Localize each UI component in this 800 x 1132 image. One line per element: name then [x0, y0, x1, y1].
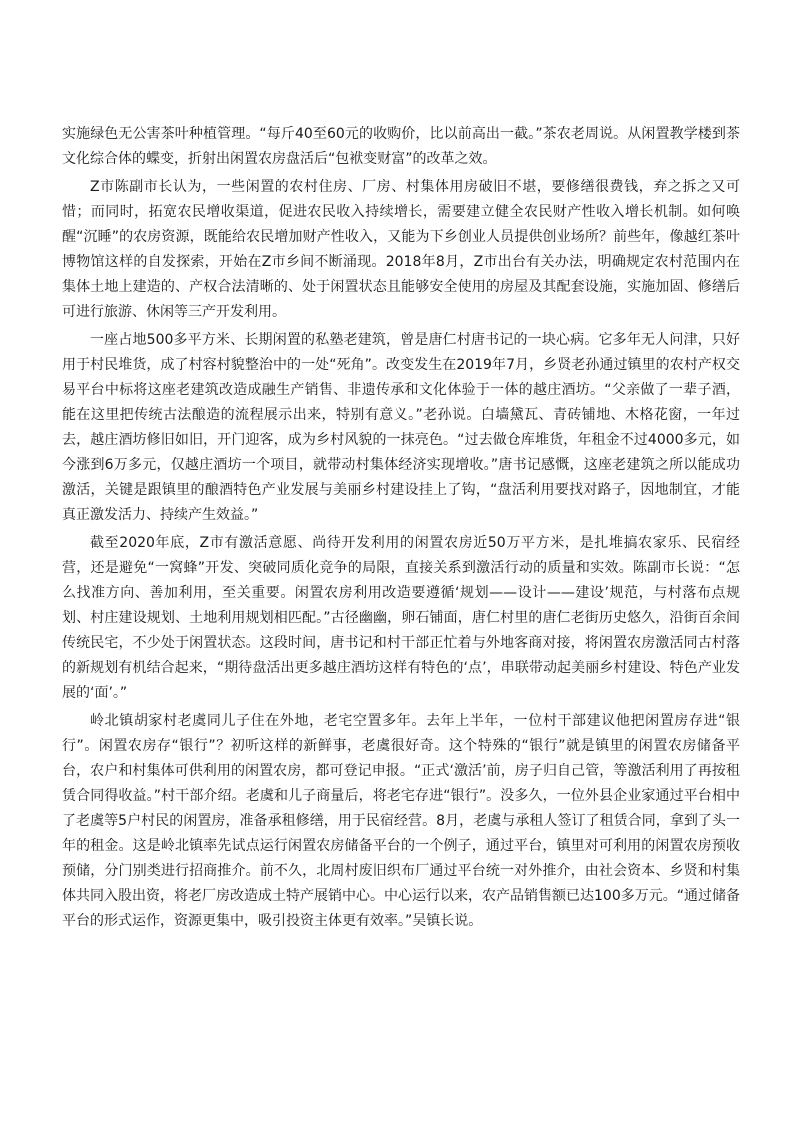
paragraph-3: 一座占地500多平方米、长期闲置的私塾老建筑，曾是唐仁村唐书记的一块心病。它多年无人问津，只好用于村民堆货，成了村容村貌整治中的一处“死角”。改变发生在2019年7月，乡贤老孙通过镇里的农村产权交易平台中标将这座老建筑改造成融生产销售、非遗传承和文化体验于一体的越庄酒坊。“父亲做了一辈子酒，能在这里把传统古法酿造的流程展示出来，特别有意义。”老孙说。白墙黛瓦、青砖铺地、木格花窗，一年过去，越庄酒坊修旧如旧，开门迎客，成为乡村风貌的一抹亮色。“过去做仓库堆货，年租金不过4000多元，如今涨到6万多元，仅越庄酒坊一个项目，就带动村集体经济实现增收。”唐书记感慨，这座老建筑之所以能成功激活，关键是跟镇里的酿酒特色产业发展与美丽乡村建设挂上了钩，“盘活利用要找对路子，因地制宜，才能真正激发活力、持续产生效益。”	[62, 332, 740, 523]
paragraph-2: Z市陈副市长认为，一些闲置的农村住房、厂房、村集体用房破旧不堪，要修缮很费钱，弃之拆之又可惜；而同时，拓宽农民增收渠道，促进农民收入持续增长，需要建立健全农民财产性收入增长机制。如何唤醒“沉睡”的农房资源，既能给农民增加财产性收入，又能为下乡创业人员提供创业场所？前些年，像越红茶叶博物馆这样的自发探索，开始在Z市乡间不断涌现。2018年8月，Z市出台有关办法，明确规定农村范围内在集体土地上建造的、产权合法清晰的、处于闲置状态且能够安全使用的房屋及其配套设施，实施加固、修缮后可进行旅游、休闲等三产开发利用。	[62, 179, 740, 320]
paragraph-5: 岭北镇胡家村老虞同儿子住在外地，老宅空置多年。去年上半年，一位村干部建议他把闲置房存进“银行”。闲置农房存“银行”？初听这样的新鲜事，老虞很好奇。这个特殊的“银行”就是镇里的闲置农房储备平台，农户和村集体可供利用的闲置农房，都可登记申报。“正式‘激活’前，房子归自己管，等激活利用了再按租赁合同得收益。”村干部介绍。老虞和儿子商量后，将老宅存进“银行”。没多久，一位外县企业家通过平台相中了老虞等5户村民的闲置房，准备承租修缮，用于民宿经营。8月，老虞与承租人签订了租赁合同，拿到了头一年的租金。这是岭北镇率先试点运行闲置农房储备平台的一个例子，通过平台，镇里对可利用的闲置农房预收预储，分门别类进行招商推介。前不久，北周村废旧织布厂通过平台统一对外推介，由社会资本、乡贤和村集体共同入股出资，将老厂房改造成土特产展销中心。中心运行以来，农产品销售额已达100多万元。“通过储备平台的形式运作，资源更集中，吸引投资主体更有效率。”吴镇长说。	[62, 713, 740, 929]
paragraph-1: 实施绿色无公害茶叶种植管理。“每斤40至60元的收购价，比以前高出一截。”茶农老周说。从闲置教学楼到茶文化综合体的蝶变，折射出闲置农房盘活后“包袱变财富”的改革之效。	[62, 126, 740, 167]
article-body	[62, 122, 740, 934]
paragraph-4: 截至2020年底，Z市有激活意愿、尚待开发利用的闲置农房近50万平方米，是扎堆搞农家乐、民宿经营，还是避免“一窝蜂”开发、突破同质化竞争的局限，直接关系到激活行动的质量和实效。陈副市长说：“怎么找准方向、善加利用，至关重要。闲置农房利用改造要遵循‘规划——设计——建设’规范，与村落布点规划、村庄建设规划、土地利用规划相匹配。”古径幽幽，卵石铺面，唐仁村里的唐仁老街历史悠久，沿街百余间传统民宅，不少处于闲置状态。这段时间，唐书记和村干部正忙着与外地客商对接，将闲置农房激活同古村落的新规划有机结合起来，“期待盘活出更多越庄酒坊这样有特色的‘点’，串联带动起美丽乡村建设、特色产业发展的‘面’。”	[62, 535, 740, 701]
